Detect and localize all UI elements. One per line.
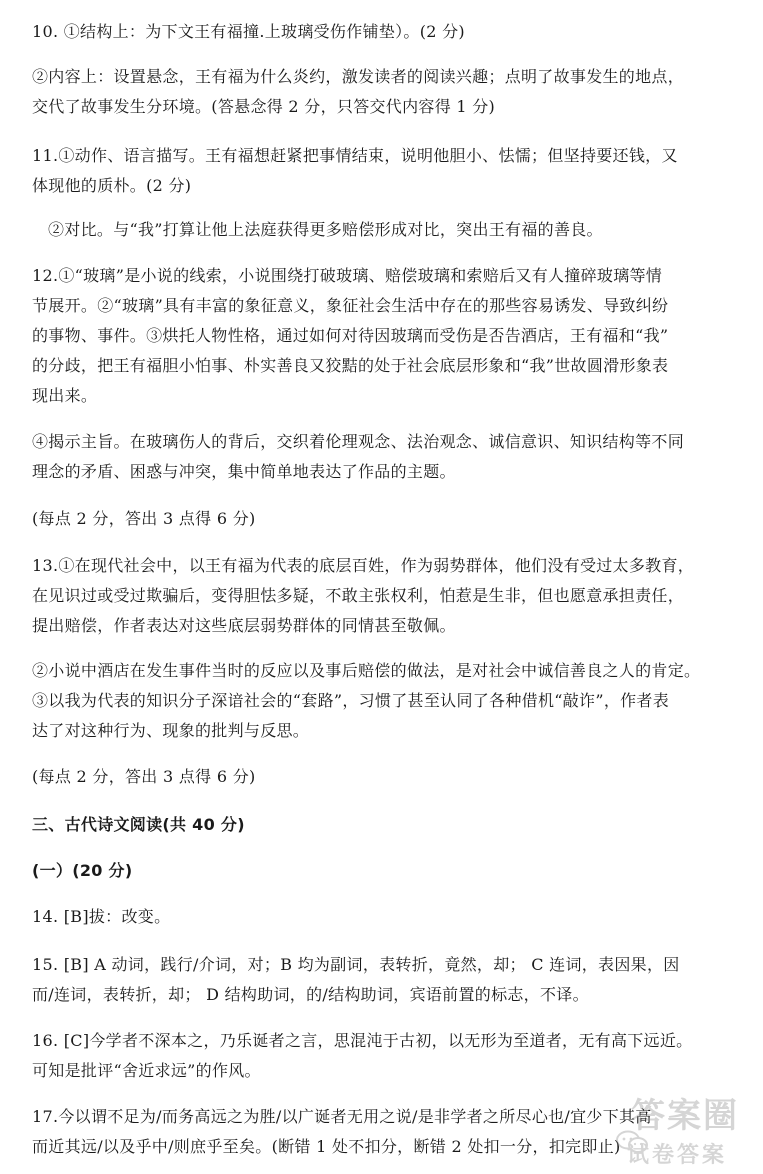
q17-answer-line-1: 17.今以谓不足为/而务高远之为胜/以广诞者无用之说/是非学者之所尽心也/宜少下其高 (32, 1107, 652, 1126)
q16-answer-line-1: 16. [C]今学者不深本之，乃乐诞者之言，思混沌于古初，以无形为至道者，无有高下远近。 (32, 1031, 693, 1050)
q12-answer-line-3: 的事物、事件。③烘托人物性格，通过如何对待因玻璃而受伤是否告酒店，王有福和“我” (32, 326, 669, 345)
q15-answer-line-2: 而/连词，表转折，却； D 结构助词，的/结构助词，宾语前置的标志，不译。 (32, 985, 589, 1004)
q13-answer-line-3: 提出赔偿，作者表达对这些底层弱势群体的同情甚至敬佩。 (32, 616, 456, 635)
q11-answer-line-2: 体现他的质朴。(2 分) (32, 176, 192, 195)
q12-scoring-note: (每点 2 分，答出 3 点得 6 分) (32, 509, 256, 528)
q12-answer-line-4: 的分歧，把王有福胆小怕事、朴实善良又狡黠的处于社会底层形象和“我”世故圆滑形象表 (32, 356, 669, 375)
q17-answer-line-2: 而近其远/以及乎中/则庶乎至矣。(断错 1 处不扣分，断错 2 处扣一分，扣完即止) (32, 1137, 621, 1156)
q13-answer-line-6: 达了对这种行为、现象的批判与反思。 (32, 721, 310, 740)
q12-answer-line-2: 节展开。②“玻璃”具有丰富的象征意义，象征社会生活中存在的那些容易诱发、导致纠纷 (32, 296, 669, 315)
q11-answer-line-1: 11.①动作、语言描写。王有福想赶紧把事情结束，说明他胆小、怯懦；但坚持要还钱，又 (32, 146, 678, 165)
section-heading: 三、古代诗文阅读(共 40 分) (32, 815, 245, 834)
q12-answer-line-1: 12.①“玻璃”是小说的线索，小说围绕打破玻璃、赔偿玻璃和索赔后又有人撞碎玻璃等情 (32, 266, 663, 285)
q12-answer-line-6: ④揭示主旨。在玻璃伤人的背后，交织着伦理观念、法治观念、诚信意识、知识结构等不同 (32, 432, 685, 451)
subsection-heading: (一）(20 分) (32, 861, 133, 880)
q13-scoring-note: (每点 2 分，答出 3 点得 6 分) (32, 767, 256, 786)
watermark-brand: 答案圈 (631, 1096, 739, 1136)
q10-answer-line-1: 10. ①结构上：为下文王有福撞.上玻璃受伤作铺垫）。(2 分) (32, 22, 465, 41)
q12-answer-line-5: 现出来。 (32, 386, 98, 405)
q11-answer-line-3: ②对比。与“我”打算让他上法庭获得更多赔偿形成对比，突出王有福的善良。 (48, 220, 603, 239)
q10-answer-line-3: 交代了故事发生分环境。(答悬念得 2 分，只答交代内容得 1 分) (32, 97, 496, 116)
q13-answer-line-5: ③以我为代表的知识分子深谙社会的“套路”，习惯了甚至认同了各种借机“敲诈”，作者表 (32, 691, 670, 710)
q14-answer: 14. [B]拔：改变。 (32, 907, 171, 926)
q15-answer-line-1: 15. [B] A 动词，践行/介词，对；B 均为副词，表转折，竟然，却； C 连词，表因果，因 (32, 955, 680, 974)
q10-answer-line-2: ②内容上：设置悬念，王有福为什么炎约，激发读者的阅读兴趣；点明了故事发生的地点， (32, 67, 685, 86)
q16-answer-line-2: 可知是批评“舍近求远”的作风。 (32, 1061, 261, 1080)
q13-answer-line-4: ②小说中酒店在发生事件当时的反应以及事后赔偿的做法，是对社会中诚信善良之人的肯定。 (32, 661, 701, 680)
q12-answer-line-7: 理念的矛盾、困惑与冲突，集中简单地表达了作品的主题。 (32, 462, 456, 481)
site-watermark (549, 1088, 749, 1168)
watermark-account: 试卷答案 (626, 1143, 727, 1168)
q13-answer-line-1: 13.①在现代社会中，以王有福为代表的底层百姓，作为弱势群体，他们没有受过太多教育， (32, 556, 695, 575)
q13-answer-line-2: 在见识过或受过欺骗后，变得胆怯多疑，不敢主张权利，怕惹是生非，但也愿意承担责任， (32, 586, 685, 605)
